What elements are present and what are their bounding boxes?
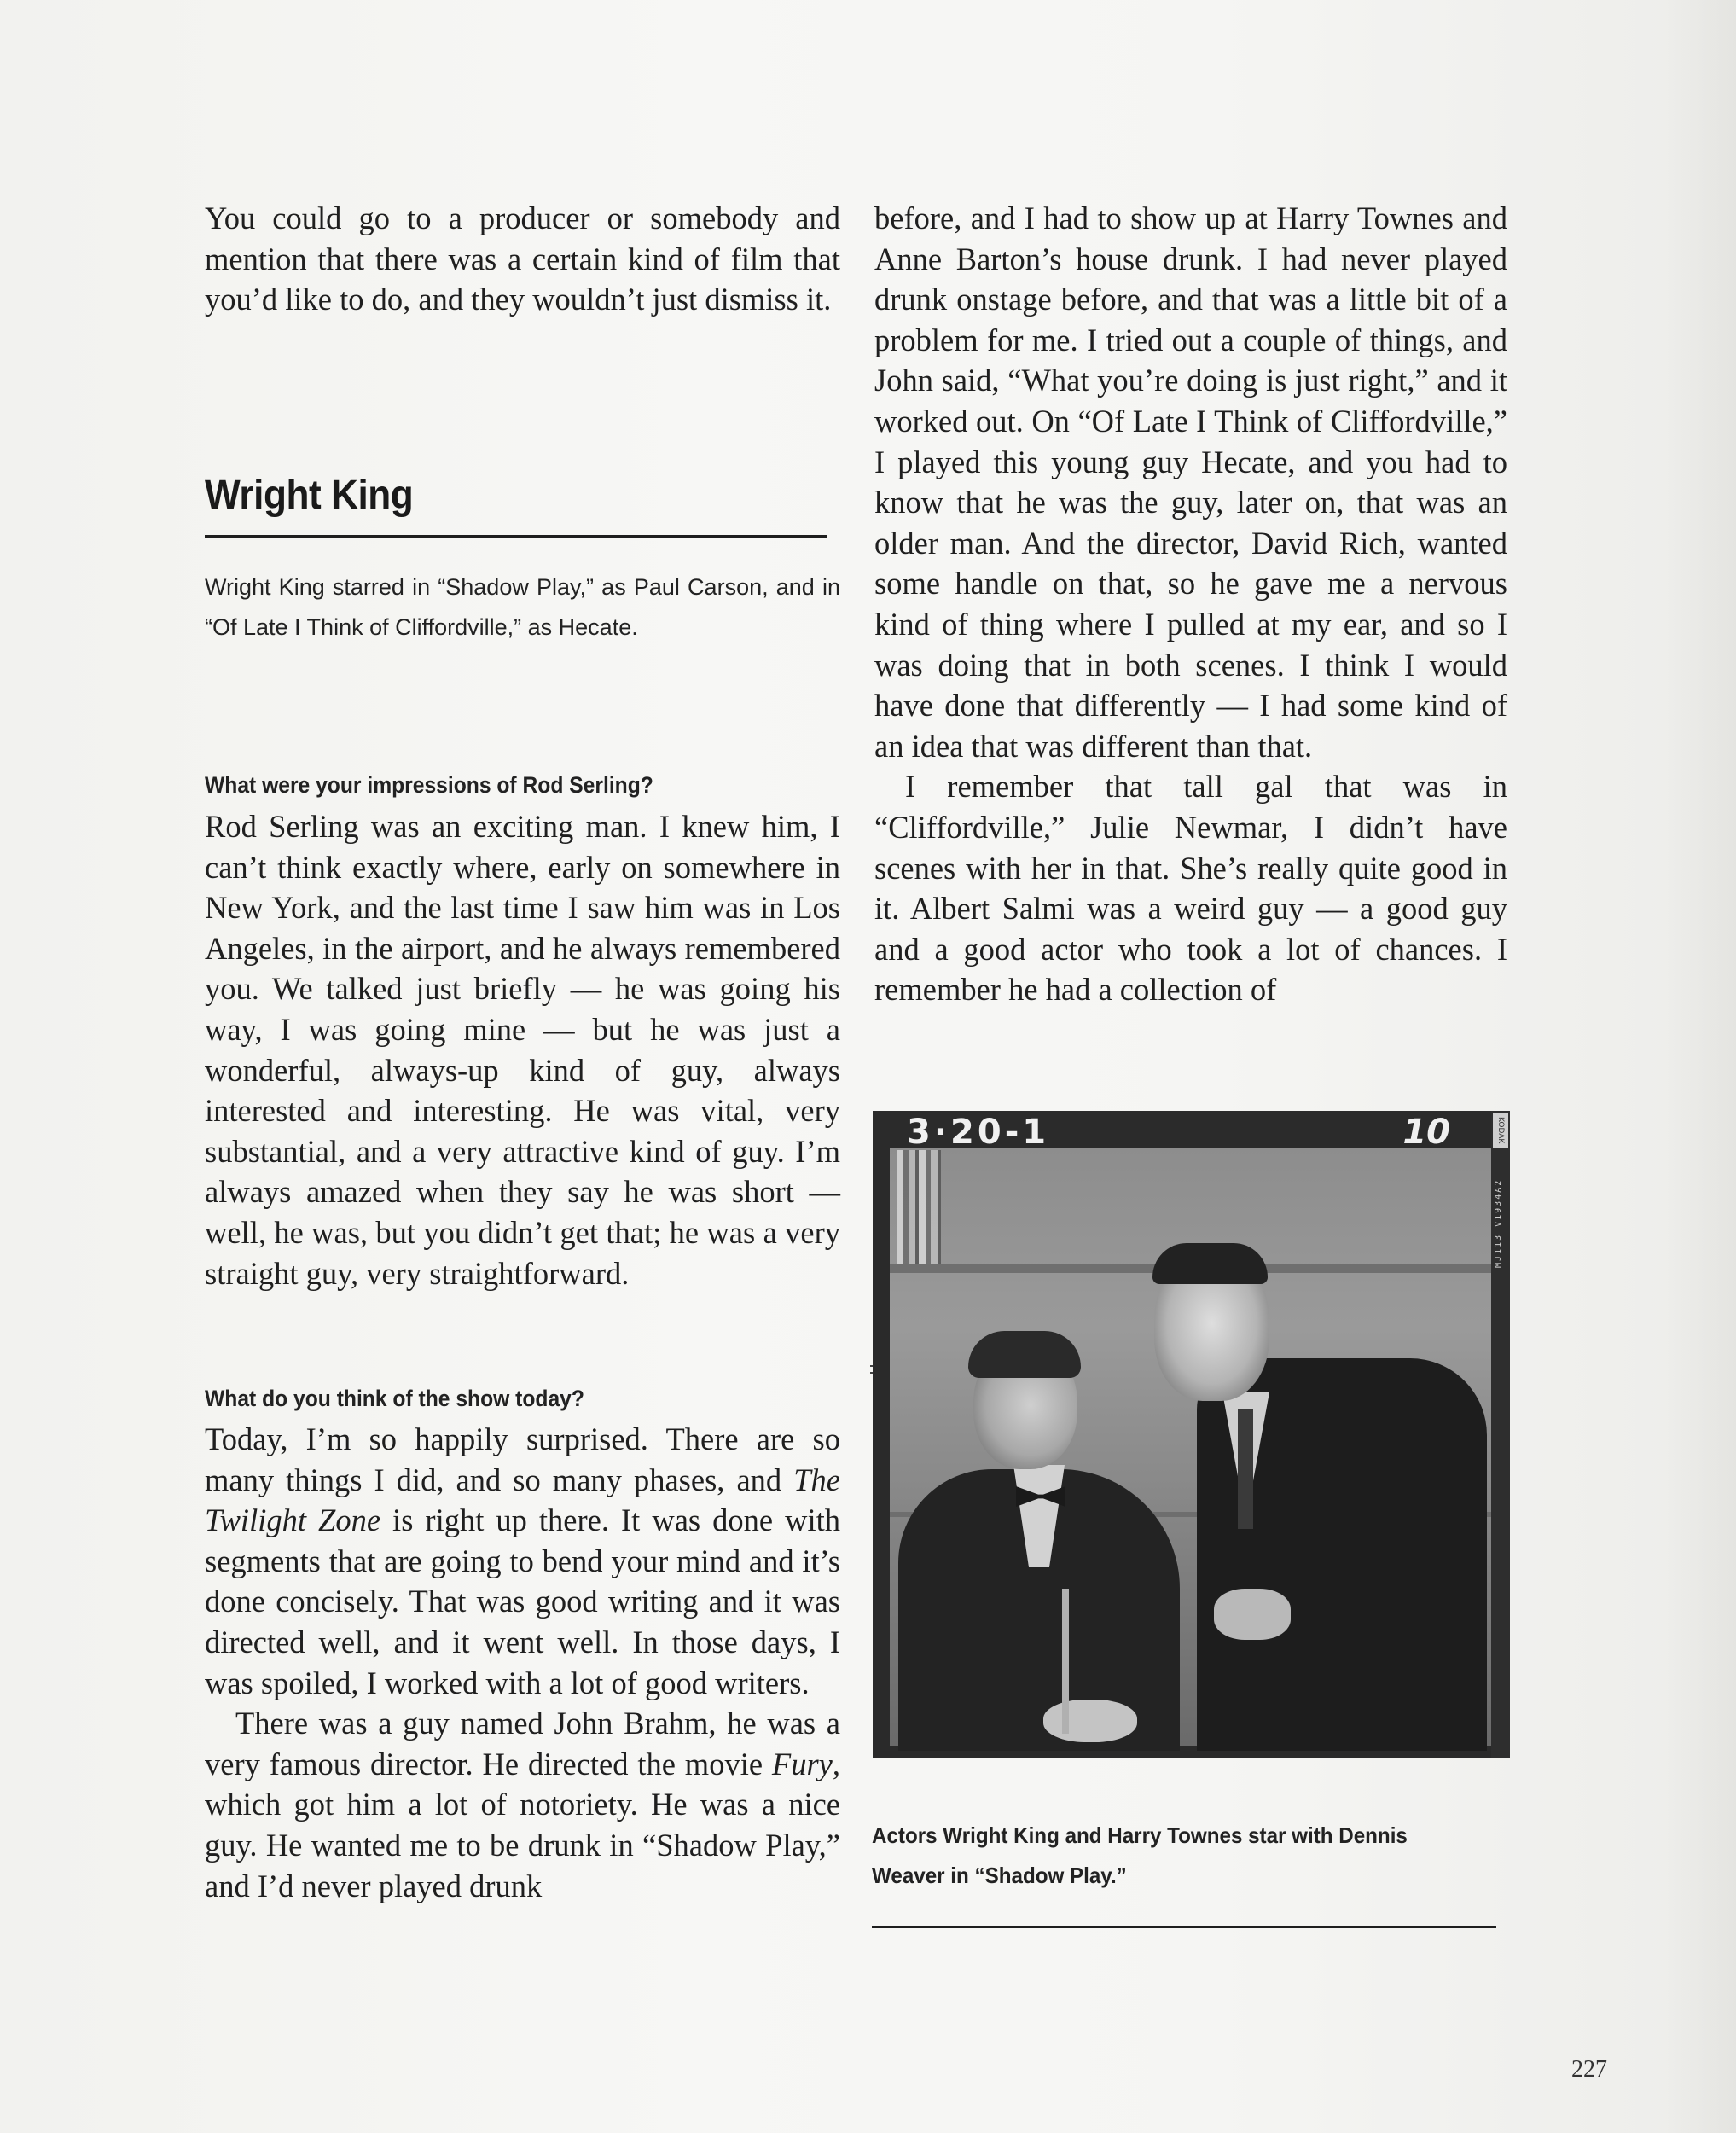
- body-paragraph: before, and I had to show up at Harry Townes and Anne Barton’s house drunk. I had never played drunk onstage before, and that was a little bit of a problem for me. I tried out a couple of things, and John said, “What you’re doing is just right,” and it worked out. On “Of Late I Think of Cliffordville,” I played this young guy Hecate, and you had to know that he was the guy, later on, that was an older man. And the director, David Rich, wanted some handle on that, so he gave me a nervous kind of thing where I pulled at my ear, and so I was doing that in both scenes. I think I would have done that differently — I had some kind of an idea that was different than that.: [874, 201, 1507, 764]
- answer-text: is right up there. It was done with segments that are going to bend your mind and it’s done concisely. That was good writing and it was directed well, and it went well. In those days, I was spoiled, I worked with a lot of good writers.: [205, 1502, 840, 1700]
- answer-paragraph: Rod Serling was an exciting man. I knew him, I can’t think exactly where, early on somewhere in New York, and the last time I saw him was in Los Angeles, in the airport, and he always remembered you. We talked just briefly — he was going his way, I was going mine — but he was just a wonderful, always-up kind of guy, always interested and interesting. He was vital, very substantial, and a very attractive kind of guy. I’m always amazed when they say he was short — well, he was, but you didn’t get that; he was a very straight guy, very straightforward.: [205, 809, 840, 1291]
- film-edge-code: MJ113 V1934A2: [1494, 1178, 1503, 1268]
- film-edge-label: KODAK: [1493, 1113, 1508, 1148]
- photo-man-left-hair: [968, 1331, 1081, 1378]
- opening-paragraph: You could go to a producer or somebody and mention that there was a certain kind of film that you’d like to do, and they wouldn’t just dismiss it.: [205, 201, 840, 317]
- interviewee-intro: Wright King starred in “Shadow Play,” as Paul Carson, and in “Of Late I Think of Cliffordville,” as Hecate.: [205, 574, 840, 640]
- photo-pencil: [1062, 1589, 1069, 1734]
- left-column-opening: [205, 198, 840, 320]
- caption-rule: [872, 1926, 1496, 1928]
- photo-man-right-tie: [1238, 1409, 1253, 1529]
- heading-rule: [205, 535, 827, 538]
- body-paragraph: I remember that tall gal that was in “Cliffordville,” Julie Newmar, I didn’t have scenes with her in that. She’s really quite good in it. Albert Salmi was a weird guy — a good guy and a good actor who took a lot of chances. I remember he had a collection of: [874, 769, 1507, 1008]
- section-heading: Wright King: [205, 473, 414, 518]
- answer-text: , which got him a lot of notoriety. He was a nice guy. He wanted me to be drunk in “Shadow Play,” and I’d never played drunk: [205, 1746, 840, 1903]
- handwritten-date: 3·20-1: [907, 1113, 1050, 1152]
- photo-hand: [1043, 1700, 1137, 1742]
- photo-caption: Actors Wright King and Harry Townes star with Dennis Weaver in “Shadow Play.”: [872, 1822, 1408, 1888]
- answer-text: There was a guy named John Brahm, he was a very famous director. He directed the movie: [205, 1706, 840, 1781]
- film-edge-strip: [1491, 1111, 1510, 1758]
- interview-answer: [205, 1419, 840, 1906]
- answer-text: Today, I’m so happily surprised. There are so many things I did, and so many phases, and: [205, 1421, 840, 1497]
- interview-answer: [205, 806, 840, 1293]
- frame-number: 10: [1402, 1113, 1450, 1152]
- right-column-text: [874, 198, 1507, 1010]
- interview-question: What do you think of the show today?: [205, 1386, 584, 1411]
- photo-hand: [1214, 1589, 1291, 1640]
- show-title-italic: The Twilight Zone: [205, 1462, 840, 1538]
- interview-question: What were your impressions of Rod Serling?: [205, 772, 653, 798]
- answer-paragraph: [205, 1703, 840, 1906]
- film-still-photo: [873, 1111, 1510, 1758]
- page-edge-shadow: [1663, 0, 1736, 2133]
- photo-man-right-hair: [1152, 1243, 1268, 1284]
- page-number: 227: [1571, 2056, 1607, 2083]
- answer-paragraph: [205, 1419, 840, 1703]
- photo-window-blinds: [897, 1150, 941, 1270]
- movie-title-italic: Fury: [771, 1746, 833, 1781]
